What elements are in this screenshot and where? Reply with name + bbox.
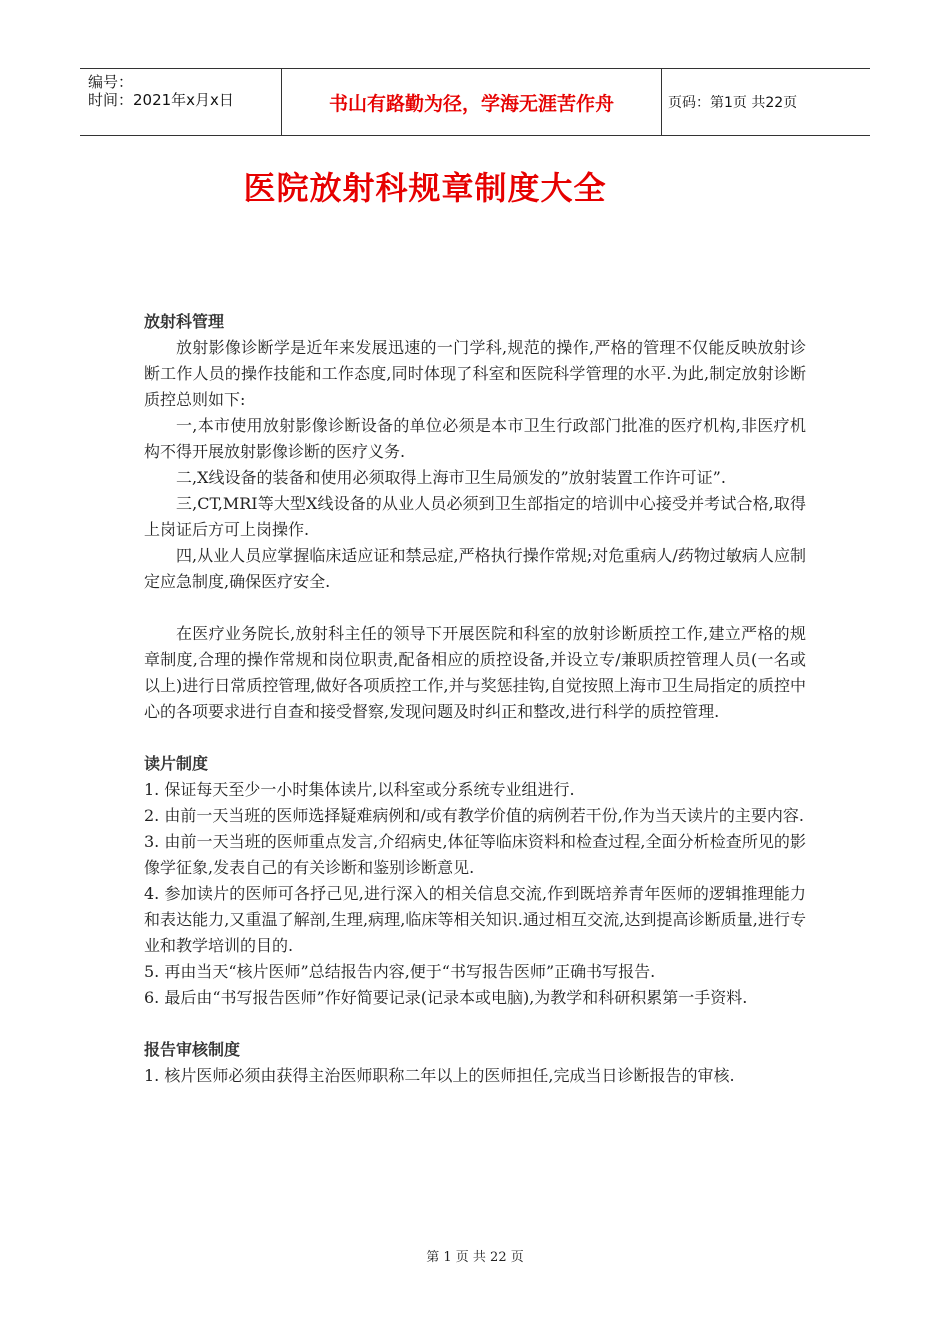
list-item: 4. 参加读片的医师可各抒己见,进行深入的相关信息交流,作到既培养青年医师的逻辑推理能力和表达能力,又重温了解剖,生理,病理,临床等相关知识.通过相互交流,达到提高诊断质量,进行专业和教学培训的目的. xyxy=(144,884,806,955)
section-heading-reading: 读片制度 xyxy=(144,754,209,773)
page-header xyxy=(80,68,870,136)
page-footer: 第 1 页 共 22 页 xyxy=(426,1250,524,1265)
header-page-info: 页码：第1页 共22页 xyxy=(668,95,798,111)
paragraph: 二,X线设备的装备和使用必须取得上海市卫生局颁发的”放射装置工作许可证”. xyxy=(176,468,726,487)
document-body xyxy=(144,309,806,1089)
list-item: 3. 由前一天当班的医师重点发言,介绍病史,体征等临床资料和检查过程,全面分析检查所见的影像学征象,发表自己的有关诊断和鉴别诊断意见. xyxy=(144,832,806,877)
spacer xyxy=(144,1011,806,1037)
list-item: 6. 最后由“书写报告医师”作好简要记录(记录本或电脑),为教学和科研积累第一手资料. xyxy=(144,988,748,1007)
list-item: 2. 由前一天当班的医师选择疑难病例和/或有教学价值的病例若干份,作为当天读片的主要内容. xyxy=(144,806,804,825)
spacer xyxy=(144,595,806,621)
list-item: 1. 核片医师必须由获得主治医师职称二年以上的医师担任,完成当日诊断报告的审核. xyxy=(144,1066,735,1085)
list-item: 1. 保证每天至少一小时集体读片,以科室或分系统专业组进行. xyxy=(144,780,575,799)
list-item: 5. 再由当天“核片医师”总结报告内容,便于“书写报告医师”正确书写报告. xyxy=(144,962,656,981)
paragraph: 在医疗业务院长,放射科主任的领导下开展医院和科室的放射诊断质控工作,建立严格的规章制度,合理的操作常规和岗位职责,配备相应的质控设备,并设立专/兼职质控管理人员(一名或以上)进行日常质控管理,做好各项质控工作,并与奖惩挂钩,自觉按照上海市卫生局指定的质控中心的各项要求进行自查和接受督察,发现问题及时纠正和整改,进行科学的质控管理. xyxy=(144,624,806,721)
date-label: 时间：2021年x月x日 xyxy=(88,91,234,109)
paragraph: 四,从业人员应掌握临床适应证和禁忌症,严格执行操作常规;对危重病人/药物过敏病人应制定应急制度,确保医疗安全. xyxy=(144,546,806,591)
number-label: 编号： xyxy=(88,73,134,91)
section-heading-review: 报告审核制度 xyxy=(144,1040,241,1059)
section-heading-management: 放射科管理 xyxy=(144,312,225,331)
paragraph: 三,CT,MRI等大型X线设备的从业人员必须到卫生部指定的培训中心接受并考试合格,取得上岗证后方可上岗操作. xyxy=(144,494,806,539)
paragraph: 放射影像诊断学是近年来发展迅速的一门学科,规范的操作,严格的管理不仅能反映放射诊断工作人员的操作技能和工作态度,同时体现了科室和医院科学管理的水平.为此,制定放射诊断质控总则如下: xyxy=(144,338,806,409)
paragraph: 一,本市使用放射影像诊断设备的单位必须是本市卫生行政部门批准的医疗机构,非医疗机构不得开展放射影像诊断的医疗义务. xyxy=(144,416,806,461)
document-title: 医院放射科规章制度大全 xyxy=(243,169,607,207)
header-motto: 书山有路勤为径，学海无涯苦作舟 xyxy=(282,69,662,135)
header-meta xyxy=(80,69,282,135)
spacer xyxy=(144,725,806,751)
